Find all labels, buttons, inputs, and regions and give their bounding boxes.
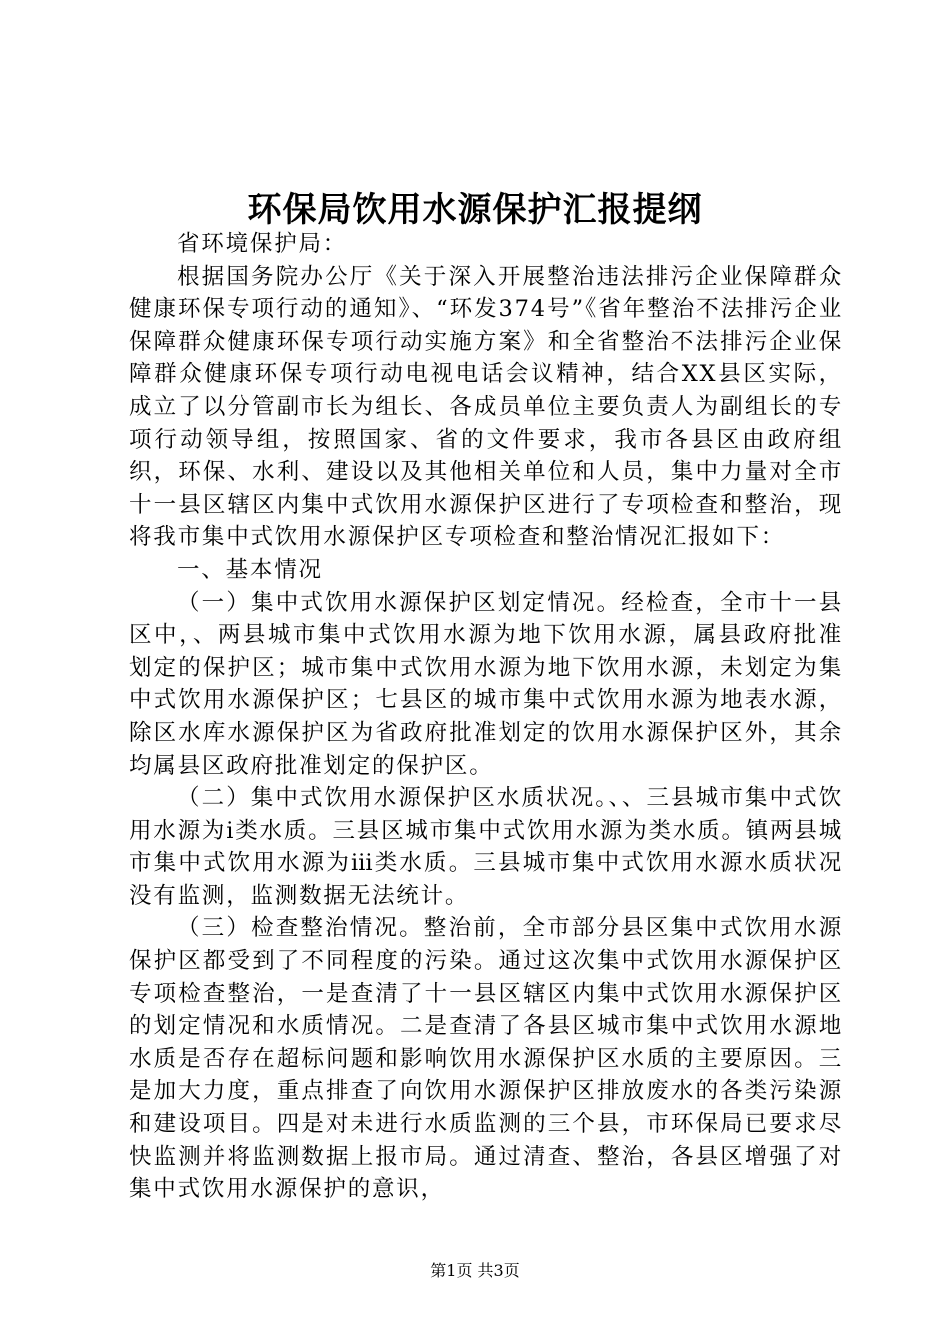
- page-footer: 第1页 共3页: [430, 1261, 520, 1280]
- document-body: [129, 228, 843, 1206]
- section-heading: 一、基本情况: [177, 556, 323, 583]
- salutation: 省环境保护局：: [177, 231, 348, 257]
- sub-section-paragraph: （三）检查整治情况。整治前，全市部分县区集中式饮用水源保护区都受到了不同程度的污染。通过这次集中式饮用水源保护区专项检查整治，一是查清了十一县区辖区内集中式饮用水源保护区的划定情况和水质情况。二是查清了各县区城市集中式饮用水源地水质是否存在超标问题和影响饮用水源保护区水质的主要原因。三是加大力度，重点排查了向饮用水源保护区排放废水的各类污染源和建设项目。四是对未进行水质监测的三个县，市环保局已要求尽快监测并将监测数据上报市局。通过清查、整治，各县区增强了对集中式饮用水源保护的意识，: [129, 915, 843, 1203]
- sub-section-paragraph: （二）集中式饮用水源保护区水质状况。、、三县城市集中式饮用水源为ⅰ类水质。三县区城市集中式饮用水源为类水质。镇两县城市集中式饮用水源为ⅲ类水质。三县城市集中式饮用水源水质状况没有监测，监测数据无法统计。: [129, 785, 843, 909]
- intro-paragraph: 根据国务院办公厅《关于深入开展整治违法排污企业保障群众健康环保专项行动的通知》、“环发374号”《省年整治不法排污企业保障群众健康环保专项行动实施方案》和全省整治不法排污企业保障群众健康环保专项行动电视电话会议精神，结合XX县区实际，成立了以分管副市长为组长、各成员单位主要负责人为副组长的专项行动领导组，按照国家、省的文件要求，我市各县区由政府组织，环保、水利、建设以及其他相关单位和人员，集中力量对全市十一县区辖区内集中式饮用水源保护区进行了专项检查和整治，现将我市集中式饮用水源保护区专项检查和整治情况汇报如下：: [129, 263, 843, 551]
- document-title: 环保局饮用水源保护汇报提纲: [247, 190, 703, 230]
- sub-section-paragraph: （一）集中式饮用水源保护区划定情况。经检查，全市十一县区中，、两县城市集中式饮用水源为地下饮用水源，属县政府批准划定的保护区；城市集中式饮用水源为地下饮用水源，未划定为集中式饮用水源保护区；七县区的城市集中式饮用水源为地表水源，除区水库水源保护区为省政府批准划定的饮用水源保护区外，其余均属县区政府批准划定的保护区。: [129, 589, 843, 779]
